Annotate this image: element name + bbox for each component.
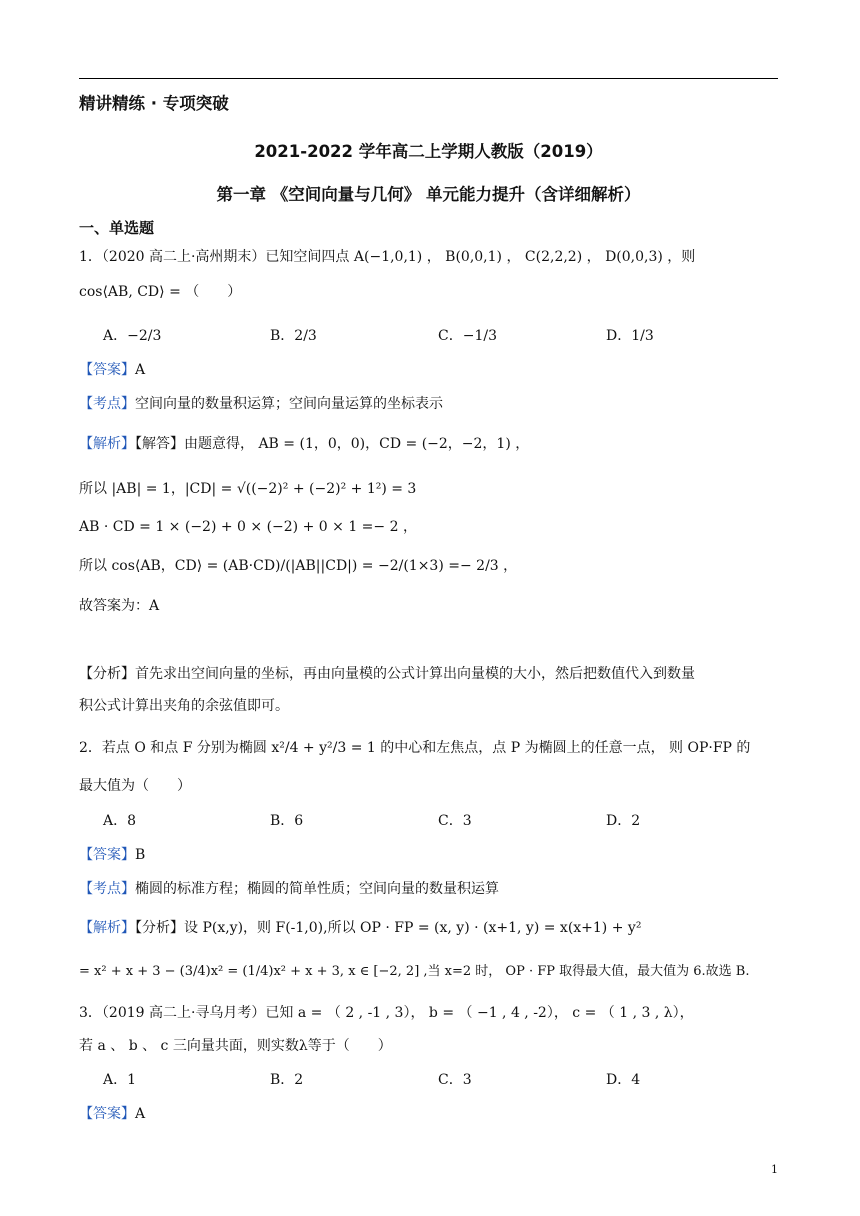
q1-analysis-line2: 积公式计算出夹角的余弦值即可。 [79, 698, 289, 714]
q3-answer: A [135, 1106, 146, 1122]
q3-stem-line2: 若 a 、 b 、 c 三向量共面，则实数λ等于（ ） [79, 1038, 392, 1054]
q2-stem-line2: 最大值为（ ） [79, 778, 191, 794]
q1-answer: A [135, 362, 146, 378]
q1-option-b: B．2/3 [270, 328, 317, 344]
q1-solution-4: 所以 cos⟨AB，CD⟩ = (AB·CD)/(|AB||CD|) = −2/(1×3) =− 2/3 ， [79, 558, 518, 574]
q1-solution-row1 [79, 434, 529, 454]
section-heading: 一、单选题 [79, 219, 155, 237]
q3-option-b: B．2 [270, 1072, 304, 1088]
q1-stem-line1: 1．（2020 高二上·高州期末）已知空间四点 A(−1,0,1) ， B(0,0,1) ， C(2,2,2) ， D(0,0,3) ，则 [79, 249, 696, 265]
analysis-tag: 【解析】 [79, 436, 135, 452]
q1-answer-row [79, 360, 145, 380]
point-tag: 【考点】 [79, 396, 135, 412]
q1-option-d: D．1/3 [606, 328, 654, 344]
q2-point: 椭圆的标准方程；椭圆的简单性质；空间向量的数量积运算 [135, 881, 499, 897]
q3-answer-row [79, 1104, 145, 1124]
q1-analysis-line1: 【分析】首先求出空间向量的坐标，再由向量模的公式计算出向量模的大小，然后把数值代入到数量 [79, 666, 695, 682]
doc-title-line1: 2021-2022 学年高二上学期人教版（2019） [254, 142, 603, 161]
q2-solution-2: = x² + x + 3 − (3/4)x² = (1/4)x² + x + 3, x ∈ [−2, 2] ,当 x=2 时， OP · FP 取得最大值，最大值为 6.故选 B. [79, 964, 750, 979]
q1-option-a: A．−2/3 [103, 328, 162, 344]
header-rule [79, 78, 778, 79]
answer-tag: 【答案】 [79, 362, 135, 378]
q3-option-a: A．1 [103, 1072, 137, 1088]
q1-stem-line2: cos⟨AB, CD⟩ = （ ） [79, 284, 242, 300]
q1-solution-1: 【解答】由题意得， AB = (1，0，0)，CD = (−2，−2，1) ， [135, 436, 530, 452]
q3-option-c: C．3 [438, 1072, 472, 1088]
q2-option-b: B．6 [270, 813, 304, 829]
page-number: 1 [771, 1163, 778, 1176]
q2-option-a: A．8 [103, 813, 137, 829]
q1-option-c: C．−1/3 [438, 328, 497, 344]
q3-stem-line1: 3．（2019 高二上·寻乌月考）已知 a = （ 2 , -1 , 3）， b = （ −1 , 4 , -2）， c = （ 1 , 3 , λ）， [79, 1005, 694, 1021]
q1-solution-5: 故答案为：A [79, 598, 160, 614]
answer-tag: 【答案】 [79, 847, 135, 863]
q2-option-d: D．2 [606, 813, 641, 829]
q2-answer-row [79, 845, 145, 865]
q1-solution-3: AB · CD = 1 × (−2) + 0 × (−2) + 0 × 1 =− 2 ， [79, 519, 417, 535]
q1-point-row [79, 394, 443, 414]
doc-title-line2: 第一章 《空间向量与几何》 单元能力提升（含详细解析） [216, 185, 641, 204]
analysis-tag: 【解析】 [79, 920, 135, 936]
q2-solution-row1 [79, 918, 641, 938]
header-tag: 精讲精练 · 专项突破 [79, 94, 229, 113]
q2-point-row [79, 879, 499, 899]
answer-tag: 【答案】 [79, 1106, 135, 1122]
q2-option-c: C．3 [438, 813, 472, 829]
q3-option-d: D．4 [606, 1072, 641, 1088]
point-tag: 【考点】 [79, 881, 135, 897]
q2-answer: B [135, 847, 146, 863]
q2-stem-line1: 2．若点 O 和点 F 分别为椭圆 x²/4 + y²/3 = 1 的中心和左焦点，点 P 为椭圆上的任意一点， 则 OP·FP 的 [79, 740, 751, 756]
q2-solution-1: 【分析】设 P(x,y)，则 F(-1,0),所以 OP · FP = (x, y) · (x+1, y) = x(x+1) + y² [135, 920, 642, 936]
q1-point: 空间向量的数量积运算；空间向量运算的坐标表示 [135, 396, 443, 412]
q1-solution-2: 所以 |AB| = 1，|CD| = √((−2)² + (−2)² + 1²) = 3 [79, 481, 417, 497]
